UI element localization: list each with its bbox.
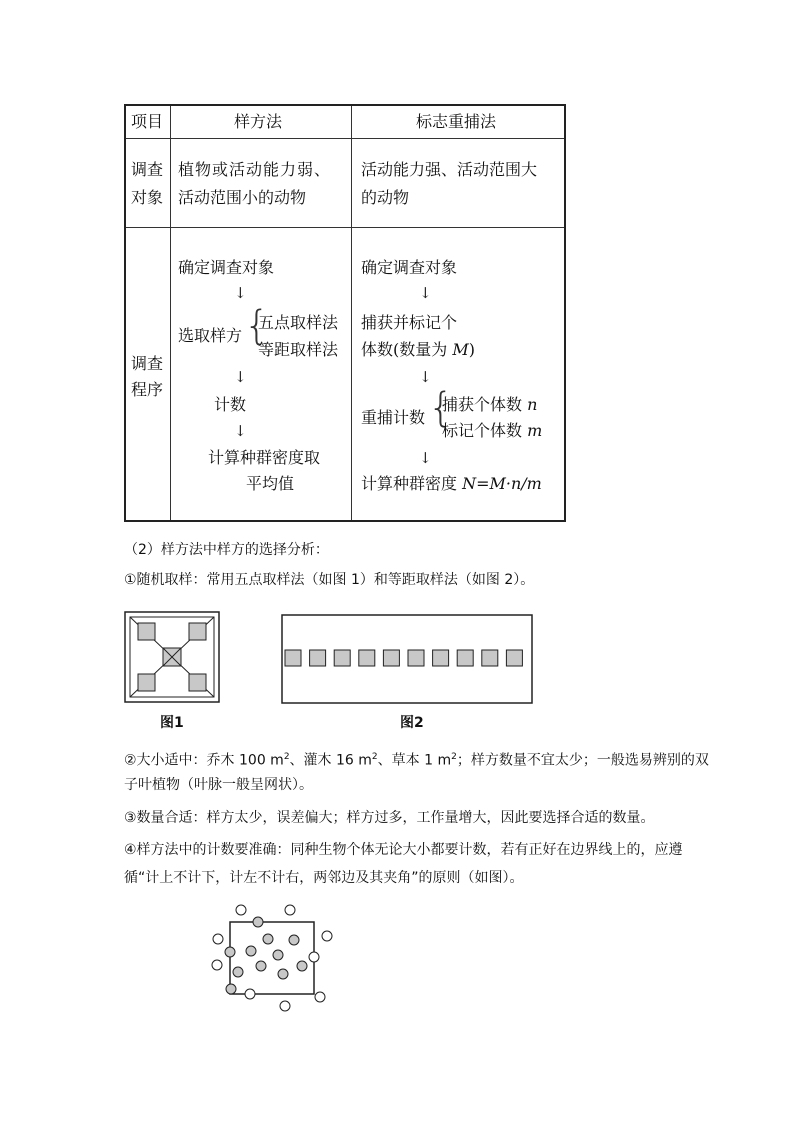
row2-label-line2: 程序	[131, 380, 164, 399]
mark-option1: 捕获个体数 n	[442, 395, 538, 414]
header-item: 项目	[131, 112, 164, 131]
sample-square	[334, 650, 350, 666]
figure-equidistant-sampling	[281, 614, 533, 704]
figure-five-point-sampling	[124, 611, 220, 703]
sample-square	[359, 650, 375, 666]
row1-sample-line2: 活动范围小的动物	[178, 188, 307, 207]
figure1-caption: 图1	[160, 715, 184, 731]
arrow-down-icon: ↓	[234, 284, 247, 302]
paragraph-counting-line1: ④样方法中的计数要准确：同种生物个体无论大小都要计数，若有正好在边界线上的，应遵	[124, 842, 683, 858]
paragraph-size-line1: ②大小适中：乔木 100 $m^2$、灌木 16 $m^2$、草本 1 $m^2$；样方数量不宜太少；一般选易辨别的双	[124, 752, 709, 769]
paragraph-size-line2: 子叶植物（叶脉一般呈网状）。	[124, 777, 313, 793]
paragraph-random-sampling: ①随机取样：常用五点取样法（如图 1）和等距取样法（如图 2）。	[124, 572, 535, 588]
sample-step1: 确定调查对象	[178, 258, 275, 277]
row1-label-line2: 对象	[131, 188, 164, 207]
mark-step2-line1: 捕获并标记个	[361, 313, 458, 332]
sample-option1: 五点取样法	[258, 313, 339, 332]
brace-icon: {	[244, 303, 270, 349]
row1-sample-line1: 植物或活动能力弱、	[178, 160, 332, 179]
sample-step3: 计数	[214, 395, 247, 414]
figure2-caption: 图2	[400, 715, 424, 731]
table-row-divider	[126, 227, 564, 228]
row1-label-line1: 调查	[131, 160, 164, 179]
comparison-table	[124, 104, 566, 522]
sample-step4-line1: 计算种群密度取	[208, 448, 321, 467]
sample-step2: 选取样方	[178, 326, 243, 345]
header-quadrat-method: 样方法	[234, 112, 283, 131]
paragraph-quadrat-analysis: （2）样方法中样方的选择分析：	[124, 542, 329, 558]
sample-square	[433, 650, 449, 666]
sample-square	[285, 650, 301, 666]
mark-step1: 确定调查对象	[361, 258, 458, 277]
table-col-divider-2	[351, 106, 352, 520]
mark-step2-line2: 体数(数量为 M)	[361, 340, 475, 359]
table-col-divider-1	[170, 106, 171, 520]
sample-square	[506, 650, 522, 666]
sample-option2: 等距取样法	[258, 340, 339, 359]
sample-square	[408, 650, 424, 666]
mark-step4: 计算种群密度 N=M·n/m	[361, 474, 542, 493]
arrow-down-icon: ↓	[234, 422, 247, 440]
sample-square	[383, 650, 399, 666]
row1-mark-line2: 的动物	[361, 188, 410, 207]
table-header-divider	[126, 138, 564, 139]
paragraph-counting-line2: 循“计上不计下，计左不计右，两邻边及其夹角”的原则（如图）。	[124, 870, 524, 886]
sample-square	[457, 650, 473, 666]
arrow-down-icon: ↓	[419, 368, 432, 386]
paragraph-quantity: ③数量合适：样方太少，误差偏大；样方过多，工作量增大，因此要选择合适的数量。	[124, 810, 655, 826]
header-mark-recapture: 标志重捕法	[416, 112, 497, 131]
sample-step4-line2: 平均值	[246, 474, 295, 493]
arrow-down-icon: ↓	[234, 368, 247, 386]
row2-label-line1: 调查	[131, 354, 164, 373]
mark-option2: 标记个体数 m	[442, 421, 543, 440]
sample-square	[482, 650, 498, 666]
mark-step3: 重捕计数	[361, 408, 426, 427]
brace-icon: {	[428, 385, 454, 431]
sample-square	[310, 650, 326, 666]
arrow-down-icon: ↓	[419, 284, 432, 302]
figure-boundary-counting	[208, 902, 338, 1014]
row1-mark-line1: 活动能力强、活动范围大	[361, 160, 538, 179]
arrow-down-icon: ↓	[419, 449, 432, 467]
